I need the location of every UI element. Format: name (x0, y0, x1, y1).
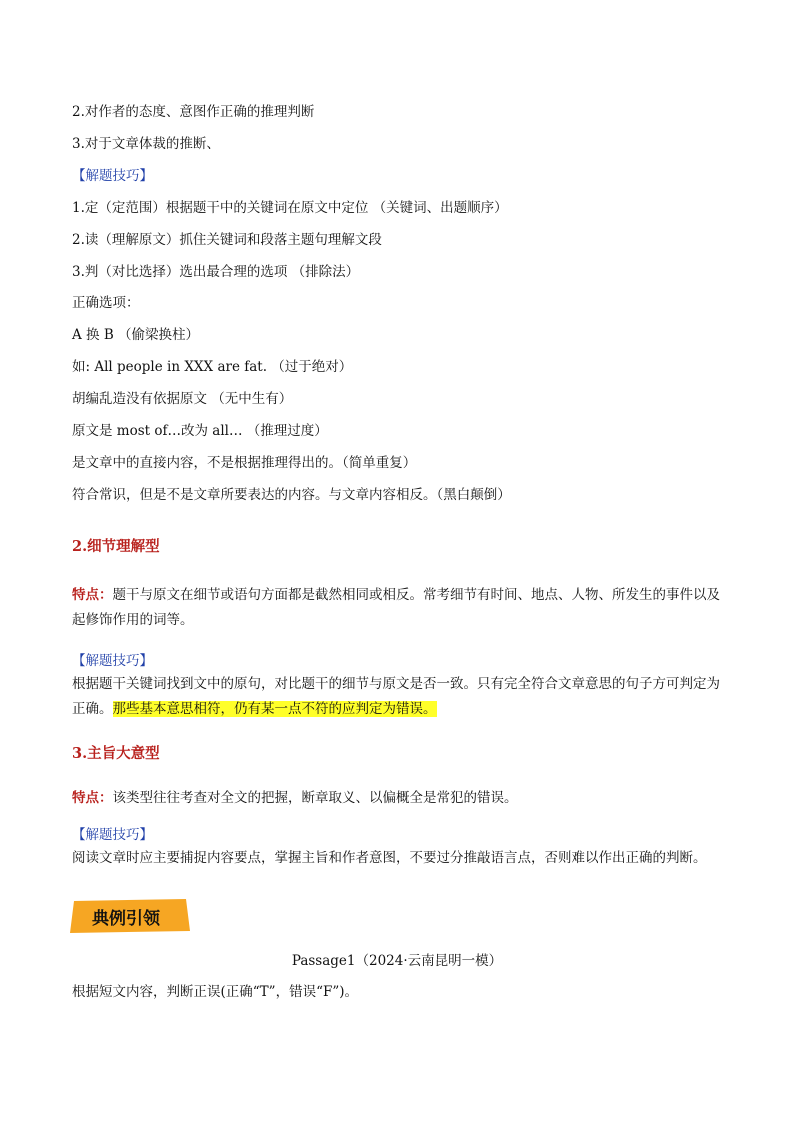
feature-paragraph (72, 786, 724, 811)
option-item: 符合常识，但是不是文章所要表达的内容。与文章内容相反。（黑白颠倒） (72, 487, 511, 503)
option-item: A 换 B （偷梁换柱） (72, 327, 200, 343)
list-item: 3.对于文章体裁的推断、 (72, 136, 220, 152)
tips-text: 根据题干关键词找到文中的原句，对比题干的细节与原文是否一致。只有完全符合文章意思的句子方可判定为正确。 (72, 676, 720, 717)
option-item: 是文章中的直接内容，不是根据推理得出的。（简单重复） (72, 455, 417, 471)
feature-paragraph (72, 583, 724, 633)
highlighted-text: 那些基本意思相符，仍有某一点不符的应判定为错误。 (112, 701, 437, 717)
tips-paragraph (72, 672, 724, 722)
feature-text: 该类型往往考查对全文的把握，断章取义、以偏概全是常犯的错误。 (112, 790, 518, 806)
section-heading: 3.主旨大意型 (72, 745, 160, 762)
section-heading: 2.细节理解型 (72, 538, 160, 555)
section-banner: 典例引领 (92, 909, 160, 929)
instruction-text: 根据短文内容，判断正误(正确“T”，错误“F”)。 (72, 984, 359, 1000)
correct-options-title: 正确选项： (72, 295, 140, 311)
passage-title: Passage1（2024·云南昆明一模） (291, 953, 503, 969)
tips-title: 【解题技巧】 (72, 653, 153, 669)
option-item: 胡编乱造没有依据原文 （无中生有） (72, 391, 293, 407)
step-item: 3.判（对比选择）选出最合理的选项 （排除法） (72, 264, 360, 280)
feature-label: 特点： (72, 790, 113, 806)
list-item: 2.对作者的态度、意图作正确的推理判断 (72, 104, 315, 120)
tips-title: 【解题技巧】 (72, 827, 153, 843)
tips-text: 阅读文章时应主要捕捉内容要点，掌握主旨和作者意图，不要过分推敲语言点，否则难以作出正确的判断。 (72, 850, 707, 866)
feature-label: 特点： (72, 587, 113, 603)
option-item: 如: All people in XXX are fat. （过于绝对） (72, 359, 353, 375)
step-item: 1.定（定范围）根据题干中的关键词在原文中定位 （关键词、出题顺序） (72, 200, 508, 216)
tips-paragraph (72, 846, 724, 871)
option-item: 原文是 most of…改为 all… （推理过度） (72, 423, 328, 439)
tips-title: 【解题技巧】 (72, 168, 153, 184)
feature-text: 题干与原文在细节或语句方面都是截然相同或相反。常考细节有时间、地点、人物、所发生的事件以及起修饰作用的词等。 (72, 587, 720, 628)
step-item: 2.读（理解原文）抓住关键词和段落主题句理解文段 (72, 232, 382, 248)
